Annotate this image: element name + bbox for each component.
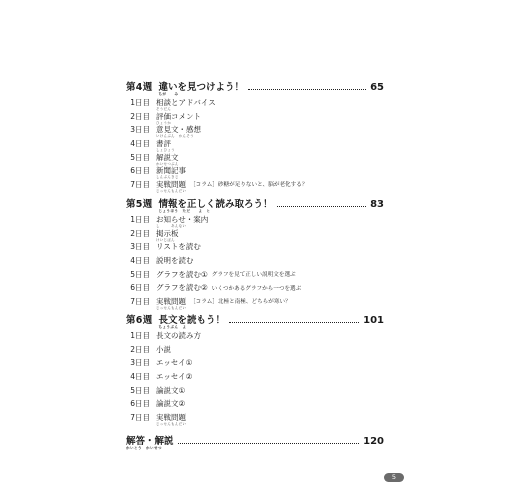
leader-dots: [248, 89, 366, 90]
week-page-number: 65: [370, 82, 384, 93]
day-title: 新聞記事 しんぶんきじ: [156, 166, 186, 180]
week-page-number: 101: [363, 315, 384, 326]
page-number-badge: 5: [384, 473, 404, 482]
answers-ruby: かいとう かいせつ: [126, 446, 162, 450]
answers-heading[interactable]: [126, 431, 384, 450]
day-title: 長文の読み方: [156, 331, 201, 341]
day-entry[interactable]: [126, 150, 384, 164]
leader-dots: [229, 322, 359, 323]
week-title: 情報を正しく読み取ろう！ じょうほう ただ よ と: [158, 199, 273, 213]
day-title: 論説文②: [156, 399, 186, 409]
week-title-ruby: ちが み: [158, 92, 179, 96]
day-ruby: いけんぶん かんそう: [156, 134, 194, 139]
day-entry[interactable]: [126, 411, 384, 425]
day-label: 1日目: [130, 98, 150, 108]
day-entry[interactable]: [126, 96, 384, 110]
day-label: 4日目: [130, 139, 150, 149]
week-page-number: 83: [370, 199, 384, 210]
day-title: お知らせ・案内 し あんない: [156, 215, 209, 229]
day-title: 実戦問題 じっせんもんだい: [156, 296, 187, 310]
week-title: 違いを見つけよう！ ちが み: [158, 82, 245, 96]
day-title: 説明を読む: [156, 256, 194, 266]
day-label: 3日目: [130, 242, 150, 252]
day-title: グラフを読む②: [156, 283, 208, 293]
week-6-section: [126, 310, 384, 424]
day-entry[interactable]: [126, 213, 384, 227]
week-number: 第6週: [126, 315, 153, 326]
week-5-section: [126, 194, 384, 308]
week-number: 第5週: [126, 199, 153, 210]
day-entry[interactable]: [126, 343, 384, 357]
day-ruby: じっせんもんだい: [156, 421, 187, 426]
day-label: 5日目: [130, 385, 150, 395]
day-ruby: かいせつぶん: [156, 161, 179, 166]
week-title-ruby: ちょうぶん よ: [158, 325, 187, 329]
day-label: 3日目: [130, 358, 150, 368]
day-label: 5日目: [130, 269, 150, 279]
day-label: 4日目: [130, 372, 150, 382]
day-ruby: しんぶんきじ: [156, 175, 179, 180]
week-title-ruby: じょうほう ただ よ と: [158, 209, 211, 213]
day-note: いくつかあるグラフから一つを選ぶ: [211, 285, 302, 292]
day-entry[interactable]: [126, 123, 384, 137]
week-title: 長文を読もう！ ちょうぶん よ: [158, 315, 226, 329]
answers-page-number: 120: [363, 436, 384, 447]
day-entry[interactable]: [126, 329, 384, 343]
day-title: 解説文 かいせつぶん: [156, 152, 179, 166]
week-number: 第4週: [126, 82, 153, 93]
day-label: 6日目: [130, 166, 150, 176]
day-entry[interactable]: [126, 254, 384, 268]
day-note: グラフを見て正しい説明文を選ぶ: [211, 272, 296, 279]
week-4-section: [126, 77, 384, 191]
day-entry[interactable]: [126, 397, 384, 411]
day-label: 6日目: [130, 399, 150, 409]
day-entry[interactable]: [126, 267, 384, 281]
day-title: 小説: [156, 344, 171, 354]
day-title: グラフを読む①: [156, 269, 208, 279]
day-ruby: じっせんもんだい: [156, 188, 187, 193]
day-label: 2日目: [130, 111, 150, 121]
day-label: 4日目: [130, 256, 150, 266]
day-entry[interactable]: [126, 227, 384, 241]
day-label: 7日目: [130, 179, 150, 189]
day-title: 書評 しょひょう: [156, 139, 175, 153]
day-title: リストを読む: [156, 242, 201, 252]
day-note: ［コラム］砂糖が足りないと、脳が老化する？: [190, 182, 308, 189]
day-label: 2日目: [130, 344, 150, 354]
day-entry[interactable]: [126, 370, 384, 384]
week-heading[interactable]: [126, 77, 384, 96]
day-label: 1日目: [130, 331, 150, 341]
day-ruby: けいじばん: [156, 237, 175, 242]
day-entry[interactable]: [126, 137, 384, 151]
day-title: エッセイ②: [156, 372, 193, 382]
day-label: 5日目: [130, 152, 150, 162]
day-label: 3日目: [130, 125, 150, 135]
day-label: 2日目: [130, 228, 150, 238]
week-heading[interactable]: [126, 310, 384, 329]
day-entry[interactable]: [126, 295, 384, 309]
day-entry[interactable]: [126, 356, 384, 370]
week-heading[interactable]: [126, 194, 384, 213]
day-label: 7日目: [130, 296, 150, 306]
day-title: 掲示板 けいじばん: [156, 228, 179, 242]
day-title: 論説文①: [156, 385, 186, 395]
day-label: 6日目: [130, 283, 150, 293]
day-ruby: そうだん: [156, 107, 172, 112]
day-entry[interactable]: [126, 164, 384, 178]
day-note: ［コラム］北極と南極、どちらが寒い？: [190, 299, 291, 306]
day-entry[interactable]: [126, 281, 384, 295]
day-entry[interactable]: [126, 178, 384, 192]
day-title: 実戦問題 じっせんもんだい: [156, 412, 187, 426]
leader-dots: [277, 206, 367, 207]
day-ruby: ひょうか: [156, 120, 172, 125]
day-ruby: しょひょう: [156, 148, 175, 153]
day-title: 意見文・感想 いけんぶん かんそう: [156, 125, 201, 139]
day-entry[interactable]: [126, 383, 384, 397]
day-label: 1日目: [130, 215, 150, 225]
day-ruby: じっせんもんだい: [156, 305, 187, 310]
day-entry[interactable]: [126, 240, 384, 254]
day-ruby: し あんない: [156, 224, 187, 229]
answers-title: 解答・解説 かいとう かいせつ: [126, 436, 174, 450]
day-title: 評価コメント ひょうか: [156, 111, 201, 125]
leader-dots: [178, 443, 360, 444]
day-title: 実戦問題 じっせんもんだい: [156, 179, 187, 193]
day-label: 7日目: [130, 412, 150, 422]
day-title: エッセイ①: [156, 358, 193, 368]
day-entry[interactable]: [126, 110, 384, 124]
day-title: 相談とアドバイス そうだん: [156, 98, 216, 112]
